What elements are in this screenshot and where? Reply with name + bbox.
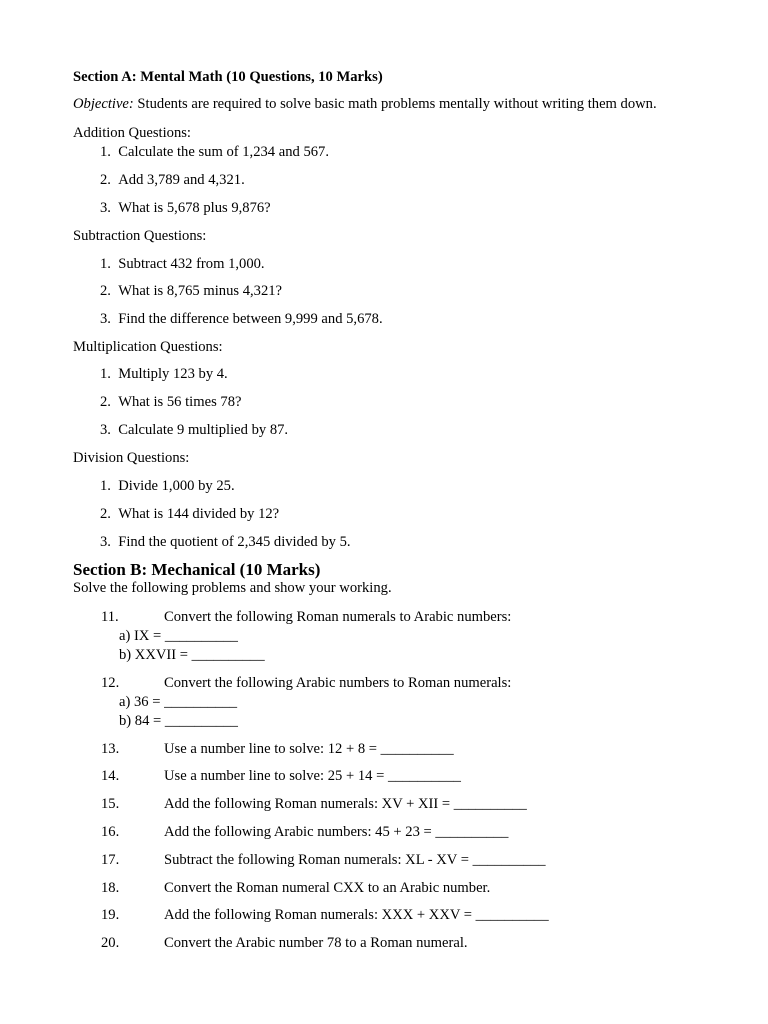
item-text: Add 3,789 and 4,321.	[118, 172, 245, 188]
question-number: 16.	[101, 824, 120, 840]
item-number: 2.	[100, 506, 111, 522]
list-item	[100, 311, 383, 328]
section-b-title: Section B: Mechanical (10 Marks)	[73, 560, 321, 579]
question-number: 11.	[101, 609, 119, 625]
question-text: Add the following Roman numerals: XV + XII = __________	[164, 796, 527, 812]
item-text: Calculate the sum of 1,234 and 567.	[118, 144, 330, 160]
item-text: Divide 1,000 by 25.	[118, 478, 235, 494]
group-heading-addition: Addition Questions:	[73, 125, 191, 141]
group-heading-division: Division Questions:	[73, 450, 190, 466]
question-number: 18.	[101, 880, 120, 896]
question-text: Add the following Arabic numbers: 45 + 23 = __________	[164, 824, 509, 840]
question-number: 20.	[101, 935, 120, 951]
answer-blank-a: a) IX = __________	[119, 628, 238, 644]
list-item	[100, 200, 271, 217]
list-item	[100, 256, 265, 273]
item-number: 3.	[100, 311, 111, 327]
question-number: 13.	[101, 741, 120, 757]
item-text: Calculate 9 multiplied by 87.	[118, 422, 289, 438]
item-text: What is 144 divided by 12?	[118, 506, 280, 522]
question-text: Convert the Roman numeral CXX to an Arabic number.	[164, 880, 491, 896]
list-item	[100, 172, 245, 189]
item-number: 2.	[100, 172, 111, 188]
answer-blank-b: b) XXVII = __________	[119, 647, 265, 663]
list-item	[100, 478, 235, 495]
list-item	[100, 283, 282, 300]
item-text: Find the difference between 9,999 and 5,678.	[118, 311, 383, 327]
question-text: Subtract the following Roman numerals: XL - XV = __________	[164, 852, 546, 868]
group-heading-subtraction: Subtraction Questions:	[73, 228, 207, 244]
item-number: 2.	[100, 283, 111, 299]
section-a-title: Section A: Mental Math (10 Questions, 10 Marks)	[73, 69, 383, 85]
item-number: 1.	[100, 366, 111, 382]
objective-label: Objective:	[73, 96, 134, 112]
item-number: 1.	[100, 256, 111, 272]
section-b-instruction: Solve the following problems and show your working.	[73, 580, 392, 596]
list-item	[100, 394, 241, 411]
question-number: 17.	[101, 852, 120, 868]
item-text: What is 56 times 78?	[118, 394, 242, 410]
list-item	[100, 144, 329, 161]
question-text: Convert the following Arabic numbers to Roman numerals:	[164, 675, 512, 691]
item-text: Subtract 432 from 1,000.	[118, 256, 265, 272]
list-item	[100, 422, 288, 439]
item-number: 2.	[100, 394, 111, 410]
objective-line	[73, 96, 657, 113]
objective-text: Students are required to solve basic math problems mentally without writing them down.	[133, 96, 657, 112]
question-text: Use a number line to solve: 12 + 8 = __________	[164, 741, 454, 757]
item-number: 3.	[100, 422, 111, 438]
question-text: Use a number line to solve: 25 + 14 = __________	[164, 768, 461, 784]
question-number: 19.	[101, 907, 120, 923]
item-number: 1.	[100, 478, 111, 494]
item-number: 3.	[100, 200, 111, 216]
item-text: Find the quotient of 2,345 divided by 5.	[118, 534, 351, 550]
list-item	[100, 534, 351, 551]
question-number: 14.	[101, 768, 120, 784]
question-text: Convert the Arabic number 78 to a Roman numeral.	[164, 935, 468, 951]
question-number: 15.	[101, 796, 120, 812]
item-number: 3.	[100, 534, 111, 550]
list-item	[100, 366, 228, 383]
item-number: 1.	[100, 144, 111, 160]
question-text: Add the following Roman numerals: XXX + XXV = __________	[164, 907, 549, 923]
list-item	[100, 506, 279, 523]
item-text: Multiply 123 by 4.	[118, 366, 228, 382]
question-number: 12.	[101, 675, 120, 691]
question-text: Convert the following Roman numerals to Arabic numbers:	[164, 609, 512, 625]
answer-blank-a: a) 36 = __________	[119, 694, 238, 710]
item-text: What is 5,678 plus 9,876?	[118, 200, 271, 216]
group-heading-multiplication: Multiplication Questions:	[73, 339, 223, 355]
item-text: What is 8,765 minus 4,321?	[118, 283, 283, 299]
answer-blank-b: b) 84 = __________	[119, 713, 238, 729]
